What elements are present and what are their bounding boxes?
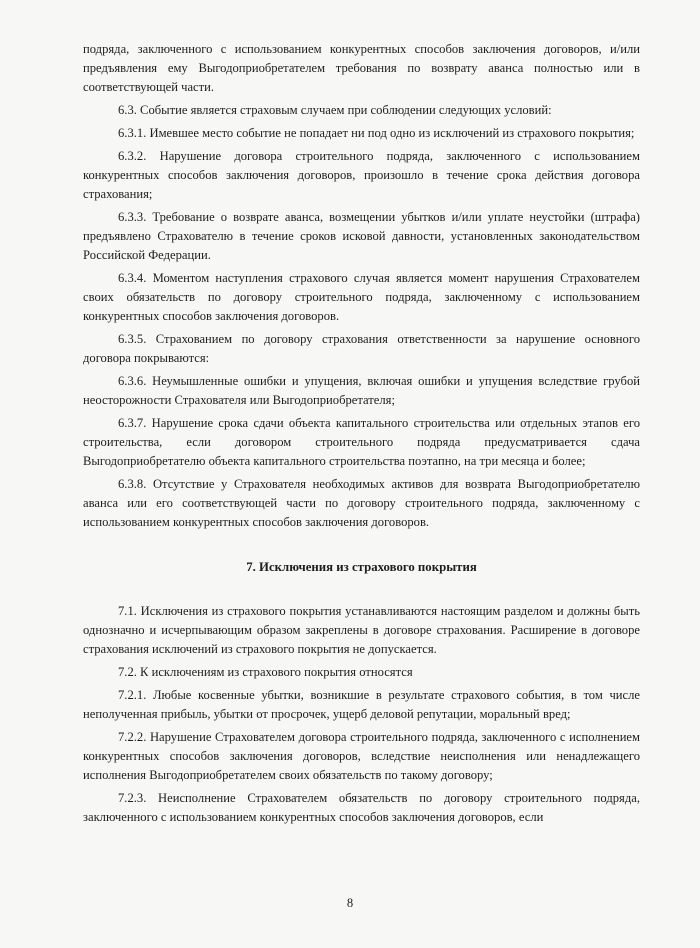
paragraph-6-3-7: 6.3.7. Нарушение срока сдачи объекта капитального строительства или отдельных этапов его строительства, если договором строительного подряда предусматривается сдача Выгодоприобретателю объекта капитального строительства поэтапно, на три месяца и более; — [83, 416, 640, 468]
paragraph-7-2-1: 7.2.1. Любые косвенные убытки, возникшие в результате страхового события, в том числе неполученная прибыль, убытки от просрочек, ущерб деловой репутации, моральный вред; — [83, 688, 640, 721]
paragraph-continuation: подряда, заключенного с использованием конкурентных способов заключения договоров, и/или предъявления ему Выгодоприобретателем требования по возврату аванса полностью или в соответствующей части. — [83, 42, 640, 94]
paragraph-7-2: 7.2. К исключениям из страхового покрытия относятся — [118, 665, 413, 679]
paragraph-6-3-8: 6.3.8. Отсутствие у Страхователя необходимых активов для возврата Выгодоприобретателю аванса или его соответствующей части по договору строительного подряда, заключенному с использованием конкурентных способов заключения договоров. — [83, 477, 640, 529]
paragraph-7-1: 7.1. Исключения из страхового покрытия устанавливаются настоящим разделом и должны быть однозначно и исчерпывающим образом закреплены в договоре страхования. Расширение в договоре страхования исключений из страхового покрытия не допускается. — [83, 604, 640, 656]
paragraph-7-2-3: 7.2.3. Неисполнение Страхователем обязательств по договору строительного подряда, заключенного с использованием конкурентных способов заключения договоров, если — [83, 791, 640, 824]
paragraph-6-3-1: 6.3.1. Имевшее место событие не попадает ни под одно из исключений из страхового покрытия; — [118, 126, 635, 140]
paragraph-6-3-2: 6.3.2. Нарушение договора строительного подряда, заключенного с использованием конкурентных способов заключения договоров, произошло в течение срока действия договора страхования; — [83, 149, 640, 201]
paragraph-6-3-6: 6.3.6. Неумышленные ошибки и упущения, включая ошибки и упущения вследствие грубой неосторожности Страхователя или Выгодоприобретателя; — [83, 374, 640, 407]
paragraph-7-2-2: 7.2.2. Нарушение Страхователем договора строительного подряда, заключенного с исполнением конкурентных способов заключения договоров, вследствие неисполнения или ненадлежащего исполнения Выгодоприобретателем своих обязательств по такому договору; — [83, 730, 640, 782]
section-heading: 7. Исключения из страхового покрытия — [246, 560, 477, 574]
paragraph-6-3-4: 6.3.4. Моментом наступления страхового случая является момент нарушения Страхователем своих обязательств по договору строительного подряда, заключенному с использованием конкурентных способов заключения договоров. — [83, 271, 640, 323]
paragraph-6-3-3: 6.3.3. Требование о возврате аванса, возмещении убытков и/или уплате неустойки (штрафа) предъявлено Страхователю в течение сроков исковой давности, установленных законодательством Российской Федерации. — [83, 210, 640, 262]
page-number: 8 — [346, 896, 354, 910]
paragraph-6-3-5: 6.3.5. Страхованием по договору страхования ответственности за нарушение основного договора покрываются: — [83, 332, 640, 365]
paragraph-6-3: 6.3. Событие является страховым случаем при соблюдении следующих условий: — [118, 103, 552, 117]
